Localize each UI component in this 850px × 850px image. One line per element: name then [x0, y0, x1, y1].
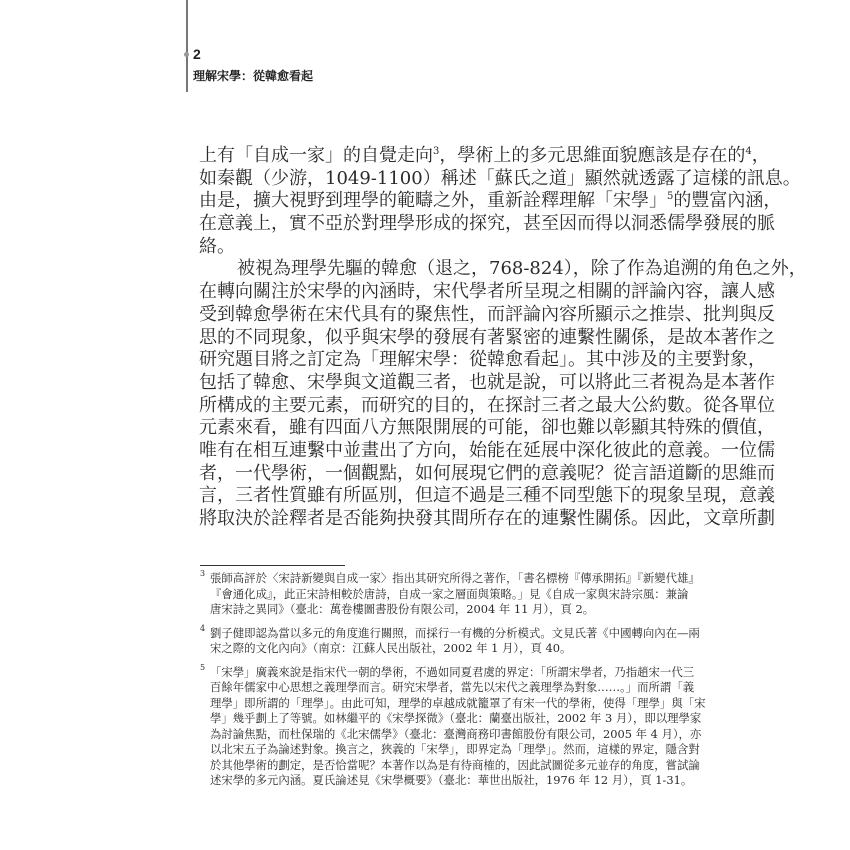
text: 上有「自成一家」的自覺走向: [199, 145, 433, 166]
footnote-number: 3: [200, 569, 206, 578]
footnote-line: 唐宋詩之異同》（臺北：萬卷樓圖書股份有限公司，2004 年 11 月），頁 2。: [210, 602, 595, 616]
footnote-ref[interactable]: 3: [433, 146, 440, 157]
footnote-line: 「宋學」廣義來說是指宋代一朝的學術，不過如同夏君虞的界定：「所謂宋學者，乃指趙宋一代三: [210, 664, 695, 679]
text: ，: [751, 145, 770, 166]
footnote-line: 理學」即所謂的「理學」。由此可知，理學的卓越成就籠罩了有宋一代的學術，使得「理學」與「宋: [210, 695, 706, 710]
body-text: [199, 145, 807, 531]
footnote-line: 劉子健即認為當以多元的角度進行關照，而採行一有機的分析模式。文見氏著《中國轉向內在—兩: [210, 625, 700, 640]
running-title: 理解宋學：從韓愈看起: [193, 69, 314, 83]
body-line: 研究題目將之訂定為「理解宋學：從韓愈看起」。其中涉及的主要對象，: [199, 349, 766, 371]
footnote: [200, 569, 700, 618]
body-line: 元素來看，雖有四面八方無限開展的可能，卻也難以彰顯其特殊的價值，: [199, 417, 775, 439]
body-line: 思的不同現象，似乎與宋學的發展有著緊密的連繫性關係，是故本著作之: [199, 326, 775, 348]
body-line: [199, 145, 770, 168]
footnote-number: 4: [200, 623, 206, 633]
text: 絡。: [199, 235, 235, 257]
body-line: [199, 190, 782, 213]
body-line: 者，一代學術，一個觀點，如何展現它們的意義呢？從言語道斷的思維而: [199, 462, 775, 484]
body-line: [199, 236, 655, 259]
body-line: 言，三者性質雖有所區別，但這不過是三種不同型態下的現象呈現，意義: [199, 485, 775, 507]
footnote-line: 述宋學的多元內涵。夏氏論述見《宋學概要》（臺北：華世出版社，1976 年 12 月），頁 1-31。: [210, 773, 693, 787]
footnote-line: 於其他學術的劃定，是否恰當呢？本著作以為是有待商榷的，因此試圖從多元並存的角度，嘗試論: [210, 757, 700, 772]
footnote-line: 學」幾乎劃上了等號。如林繼平的《宋學探微》（臺北：蘭臺出版社，2002 年 3 月），即以理學家: [210, 711, 702, 725]
text: 在意義上，實不亞於對理學形成的探究，甚至因而得以洞悉儒學發展的脈: [199, 213, 775, 235]
footnote-number: 5: [200, 662, 206, 672]
footnote: [200, 662, 706, 789]
footnote-line: 『會通化成』，此正宋詩相較於唐詩，自成一家之層面與策略。」見《自成一家與宋詩宗風：兼論: [210, 586, 689, 601]
text: ，學術上的多元思維面貌應該是存在的: [439, 145, 746, 166]
footnote-rule: [200, 565, 345, 566]
footnote-line: 宋之際的文化內向》（南京：江蘇人民出版社，2002 年 1 月），頁 40。: [210, 641, 572, 655]
body-line: 在轉向關注於宋學的內涵時，宋代學者所呈現之相關的評論內容，讓人感: [199, 281, 775, 303]
footnote: [200, 623, 700, 657]
footnote-line: 百餘年儒家中心思想之義理學而言。研究宋學者，當先以宋代之義理學為對象……。」而所謂「義: [210, 680, 695, 694]
footnote-line: 張師高評於〈宋詩新變與自成一家〉指出其研究所得之著作，「書名標榜『傳承開拓』『新變代雄』: [210, 571, 700, 585]
footnotes: [200, 569, 706, 797]
text: 如秦觀（少游，1049-1100）稱述「蘇氏之道」顯然就透露了這樣的訊息。: [199, 167, 801, 189]
body-line: [199, 167, 801, 191]
page-number: 2: [193, 46, 201, 62]
body-line: 所構成的主要元素，而研究的目的，在探討三者之最大公約數。從各單位: [199, 394, 775, 416]
body-line: 受到韓愈學術在宋代具有的聚焦性，而評論內容所顯示之推崇、批判與反: [199, 303, 775, 325]
footnote-line: 為討論焦點，而杜保瑞的《北宋儒學》（臺北：臺灣商務印書館股份有限公司，2005 年 4 月），亦: [210, 726, 702, 741]
footnote-ref[interactable]: 4: [745, 146, 752, 157]
footnote-line: 以北宋五子為論述對象。換言之，狹義的「宋學」，即界定為「理學」。然而，這樣的界定，隱含對: [210, 742, 700, 756]
margin-rule: [186, 0, 188, 92]
body-line: 唯有在相互連繫中並畫出了方向，始能在延展中深化彼此的意義。一位儒: [199, 439, 775, 461]
footnote-ref[interactable]: 5: [667, 191, 674, 203]
body-line: 將取決於詮釋者是否能夠抉發其間所存在的連繫性關係。因此，文章所劃: [199, 508, 775, 529]
body-line: 包括了韓愈、宋學與文道觀三者，也就是說，可以將此三者視為是本著作: [199, 371, 775, 393]
body-line: [199, 213, 775, 236]
text: 由是，擴大視野到理學的範疇之外，重新詮釋理解「宋學」: [199, 190, 667, 212]
page-marker-dot: [184, 52, 189, 57]
text: 的豐富內涵，: [673, 190, 782, 212]
body-line: 被視為理學先驅的韓愈（退之，768-824），除了作為追溯的角色之外，: [237, 258, 807, 280]
paragraph-2: [199, 258, 807, 530]
